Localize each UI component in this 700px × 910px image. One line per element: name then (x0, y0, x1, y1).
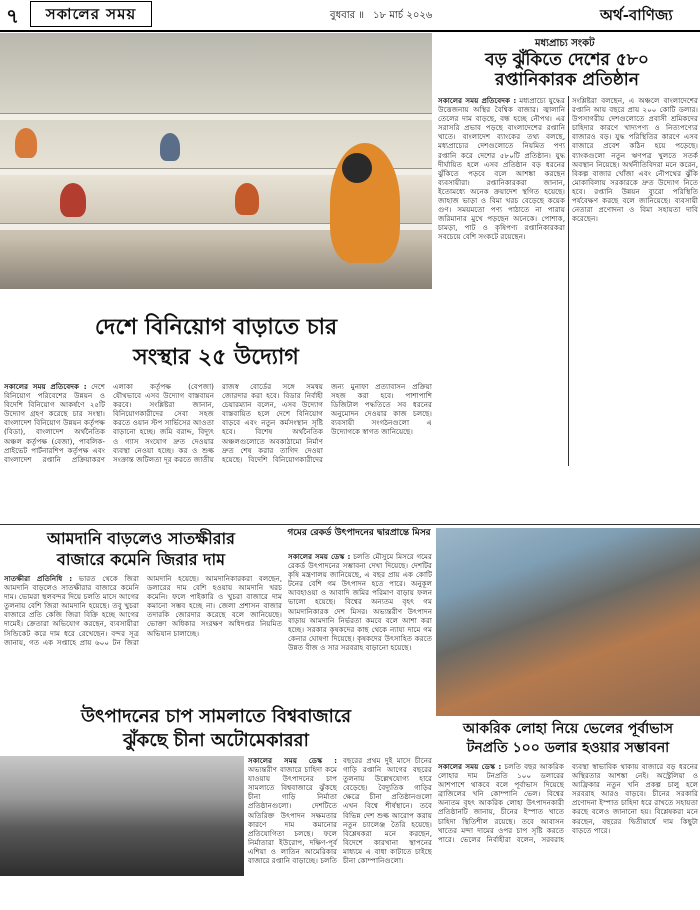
invest-headline-line1: দেশে বিনিয়োগ বাড়াতে চার (94, 314, 338, 340)
section-title: অর্থ-বাণিজ্য (600, 6, 673, 24)
masthead (0, 0, 700, 32)
invest-headline (0, 312, 432, 372)
export-body-col2 (572, 96, 698, 466)
auto-headline (0, 705, 432, 753)
cumin-text: ভারত থেকে জিরা আমদানি বাড়লেও সাতক্ষীরার বাজারে কমেনি দাম। ভোমরা স্থলবন্দর দিয়ে চলতি মাসে আগের তুলনায় বেশি জিরা আমদানি হয়েছে। তবু খুচরা বাজারে প্রতি কেজি জিরা বিক্রি হচ্ছে আগের দামেই। ক্রেতারা অভিযোগ করছেন, ব্যবসায়ীরা সিন্ডিকেট করে দাম ধরে রেখেছেন। বন্দর সূত্র জানায়, গত এক সপ্তাহে প্রায় ৬০০ টন জিরা আমদানি হয়েছে। আমদানিকারকরা বলছেন, ডলারের দাম বেশি হওয়ায় আমদানি খরচ কমেনি। ফলে পাইকারি ও খুচরা বাজারে দাম কমানো সম্ভব হচ্ছে না। জেলা প্রশাসন বাজার তদারকি জোরদার করেছে বলে জানিয়েছে। ভোক্তা অধিকার সংরক্ষণ অধিদপ্তর নিয়মিত অভিযান চালাচ্ছে। (4, 574, 282, 647)
iron-headline (436, 720, 700, 758)
invest-headline-line2: সংস্থার ২৫ উদ্যোগ (133, 344, 299, 370)
newspaper-logo: সকালের সময় (30, 1, 152, 27)
weekday: বুধবার ॥ (330, 10, 364, 21)
auto-body (248, 756, 432, 906)
iron-body (438, 762, 698, 906)
auto-byline: সকালের সময় ডেস্ক : (248, 756, 337, 765)
cumin-body (4, 574, 282, 702)
export-headline-line2: রপ্তানিকারক প্রতিষ্ঠান (495, 70, 639, 90)
cumin-byline: সাতক্ষীরা প্রতিনিধি : (4, 574, 73, 583)
export-body-col1 (438, 96, 565, 466)
wheat-byline: সকালের সময় ডেস্ক : (288, 552, 351, 561)
wheat-body (288, 552, 432, 702)
auto-text: অভ্যন্তরীণ বাজারে চাহিদা কমে যাওয়ায় উৎপাদনের চাপ সামলাতে বিশ্ববাজারে ঝুঁকছে চীনা গাড়ি নির্মাতা প্রতিষ্ঠানগুলো। দেশটিতে অতিরিক্ত উৎপাদন সক্ষমতার কারণে দাম কমানোর প্রতিযোগিতা চলছে। ফলে নির্মাতারা ইউরোপ, দক্ষিণ-পূর্ব এশিয়া ও লাতিন আমেরিকার বাজারে রপ্তানি বাড়াচ্ছে। চলতি বছরের প্রথম দুই মাসে চীনের গাড়ি রপ্তানি আগের বছরের তুলনায় উল্লেখযোগ্য হারে বেড়েছে। বৈদ্যুতিক গাড়ির ক্ষেত্রে চীনা প্রতিষ্ঠানগুলো এখন বিশ্বে শীর্ষস্থানে। তবে বিভিন্ন দেশ শুল্ক আরোপ করায় নতুন চ্যালেঞ্জ তৈরি হয়েছে। বিশ্লেষকরা মনে করছেন, বিদেশে কারখানা স্থাপনের মাধ্যমে এ বাধা কাটাতে চাইছে চীনা কোম্পানিগুলো। (248, 756, 432, 866)
iron-byline: সকালের সময় ডেস্ক : (438, 762, 502, 771)
export-byline: সকালের সময় প্রতিবেদক : (438, 96, 517, 105)
export-headline-line1: বড় ঝুঁকিতে দেশের ৫৮০ (485, 50, 649, 70)
export-headline (436, 50, 698, 90)
section-rule (0, 524, 700, 525)
auto-headline-line2: ঝুঁকছে চীনা অটোমেকাররা (123, 730, 309, 751)
wheat-headline: গমের রেকর্ড উৎপাদনের দ্বারপ্রান্তে মিসর (287, 528, 431, 538)
export-text-2: সংশ্লিষ্টরা বলছেন, এ অঞ্চলে বাংলাদেশের রপ্তানি আয় বছরে প্রায় ২০০ কোটি ডলার। উপসাগরীয় দেশগুলোতে প্রবাসী শ্রমিকদের চাহিদার কারণে খাদ্যপণ্য ও নিত্যপণ্যের বাজারও বড়। যুদ্ধ পরিস্থিতির কারণে এসব বাজারে প্রবেশ কঠিন হয়ে পড়েছে। ব্যাংকগুলো নতুন ঋণপত্র খুলতে সতর্ক অবস্থান নিয়েছে। অর্থনীতিবিদরা মনে করেন, বিকল্প বাজার খোঁজা এবং নৌপথের ঝুঁকি মোকাবিলায় সরকারকে দ্রুত উদ্যোগ নিতে হবে। রপ্তানি উন্নয়ন ব্যুরো পরিস্থিতি পর্যবেক্ষণ করছে বলে জানিয়েছে। ব্যবসায়ী নেতারা প্রণোদনা ও বিমা সহায়তা দাবি করেছেন। (572, 96, 698, 224)
iron-ore-port-photo (436, 528, 700, 716)
invest-byline: সকালের সময় প্রতিবেদক : (4, 382, 87, 391)
wheat-text: চলতি মৌসুমে মিসরে গমের রেকর্ড উৎপাদনের সম্ভাবনা দেখা দিয়েছে। দেশটির কৃষি মন্ত্রণালয় জানিয়েছে, এ বছর প্রায় এক কোটি টনের বেশি গম উৎপাদন হতে পারে। অনুকূল আবহাওয়া ও আবাদি জমির পরিমাণ বাড়ায় ফলন ভালো হয়েছে। বিশ্বের অন্যতম বৃহৎ গম আমদানিকারক দেশ মিসর। অভ্যন্তরীণ উৎপাদন বাড়ায় আমদানি নির্ভরতা কমবে বলে আশা করা হচ্ছে। সরকার কৃষকদের কাছ থেকে ন্যায্য দামে গম কেনার ঘোষণা দিয়েছে। কৃষকদের উৎসাহিত করতে উন্নত বীজ ও সার সরবরাহ বাড়ানো হয়েছে। (288, 552, 432, 652)
iron-headline-line2: টনপ্রতি ১০০ ডলার হওয়ার সম্ভাবনা (466, 740, 670, 756)
date-text: ১৮ মার্চ ২০২৬ (373, 10, 433, 21)
column-rule (568, 96, 569, 466)
page-number: ৭ (6, 4, 20, 28)
auto-headline-line1: উৎপাদনের চাপ সামলাতে বিশ্ববাজারে (81, 706, 351, 727)
issue-date (330, 8, 570, 25)
cumin-headline-line2: বাজারে কমেনি জিরার দাম (56, 550, 226, 569)
iron-headline-line1: আকরিক লোহা নিয়ে ভেলের পূর্বাভাস (463, 721, 673, 737)
invest-body (4, 382, 432, 522)
cumin-headline-line1: আমদানি বাড়লেও সাতক্ষীরার (47, 529, 235, 548)
cumin-headline (0, 528, 282, 570)
garment-factory-photo (0, 33, 432, 289)
iron-text: চলতি বছর আকরিক লোহার দাম টনপ্রতি ১০০ ডলারের আশপাশে থাকবে বলে পূর্বাভাস দিয়েছে ব্রাজিলের খনি কোম্পানি ভেল। বিশ্বের অন্যতম বৃহৎ আকরিক লোহা উৎপাদনকারী প্রতিষ্ঠানটি জানায়, চীনের ইস্পাত খাতে চাহিদা স্থিতিশীল রয়েছে। তবে আবাসন খাতের মন্দা দামের ওপর চাপ সৃষ্টি করতে পারে। ভেলের নির্বাহীরা বলেন, সরবরাহ ব্যবস্থা স্বাভাবিক থাকায় বাজারে বড় ধরনের অস্থিরতার আশঙ্কা নেই। অস্ট্রেলিয়া ও আফ্রিকার নতুন খনি প্রকল্প চালু হলে সরবরাহ আরও বাড়বে। চীনের সরকারি প্রণোদনা ইস্পাত চাহিদা ধরে রাখতে সহায়তা করছে বলেও জানানো হয়। বিশ্লেষকরা মনে করছেন, বছরের দ্বিতীয়ার্ধে দাম কিছুটা বাড়তে পারে। (438, 762, 698, 844)
invest-text: দেশে বিনিয়োগ পরিবেশের উন্নয়ন ও বিদেশি বিনিয়োগ আকর্ষণে ২৫টি উদ্যোগ গ্রহণ করেছে চার সংস্থা। বাংলাদেশ বিনিয়োগ উন্নয়ন কর্তৃপক্ষ (বিডা), বাংলাদেশ অর্থনৈতিক অঞ্চল কর্তৃপক্ষ (বেজা), পাবলিক-প্রাইভেট পার্টনারশিপ কর্তৃপক্ষ এবং বাংলাদেশ রপ্তানি প্রক্রিয়াকরণ এলাকা কর্তৃপক্ষ (বেপজা) যৌথভাবে এসব উদ্যোগ বাস্তবায়ন করবে। সংশ্লিষ্টরা জানান, বিনিয়োগকারীদের সেবা সহজ করতে ওয়ান স্টপ সার্ভিসের আওতা বাড়ানো হচ্ছে। জমি বরাদ্দ, বিদ্যুৎ ও গ্যাস সংযোগ দ্রুত দেওয়ার ব্যবস্থা নেওয়া হচ্ছে। কর ও শুল্ক সংক্রান্ত জটিলতা দূর করতে জাতীয় রাজস্ব বোর্ডের সঙ্গে সমন্বয় জোরদার করা হবে। বিডার নির্বাহী চেয়ারম্যান বলেন, এসব উদ্যোগ বাস্তবায়িত হলে দেশে বিনিয়োগ বাড়বে এবং নতুন কর্মসংস্থান সৃষ্টি হবে। বিশেষ অর্থনৈতিক অঞ্চলগুলোতে অবকাঠামো নির্মাণ দ্রুত শেষ করার তাগিদ দেওয়া হয়েছে। বিদেশি বিনিয়োগকারীদের জন্য মুনাফা প্রত্যাবাসন প্রক্রিয়া সহজ করা হবে। পাশাপাশি ডিজিটাল পদ্ধতিতে সব ধরনের অনুমোদন দেওয়ার কাজ চলছে। ব্যবসায়ী সংগঠনগুলো এ উদ্যোগকে স্বাগত জানিয়েছে। (4, 382, 432, 464)
car-factory-photo (0, 756, 244, 876)
export-kicker: মধ্যপ্রাচ্য সংকট (535, 38, 595, 49)
export-text-1: মধ্যপ্রাচ্যে যুদ্ধের উত্তেজনায় অস্থির বৈশ্বিক বাজার। জ্বালানি তেলের দাম বাড়ছে, বন্ধ হচ্ছে নৌপথ। এর সরাসরি প্রভাব পড়ছে বাংলাদেশের রপ্তানি খাতে। বাংলাদেশ ব্যাংকের তথ্য বলছে, মধ্যপ্রাচ্যের দেশগুলোতে নিয়মিত পণ্য রপ্তানি করে দেশের ৫৮০টি প্রতিষ্ঠান। যুদ্ধ দীর্ঘায়িত হলে এসব প্রতিষ্ঠান বড় ধরনের ঝুঁকিতে পড়বে বলে আশঙ্কা করছেন ব্যবসায়ীরা। রপ্তানিকারকরা জানান, ইতোমধ্যে অনেক ক্রয়াদেশ স্থগিত হয়েছে। জাহাজ ভাড়া ও বিমা খরচ বেড়েছে কয়েক গুণ। সময়মতো পণ্য পাঠাতে না পারায় জরিমানার মুখে পড়ছেন অনেকে। পোশাক, চামড়া, পাট ও কৃষিপণ্য রপ্তানিকারকরা সবচেয়ে বেশি সংকটে রয়েছেন। (438, 96, 565, 242)
